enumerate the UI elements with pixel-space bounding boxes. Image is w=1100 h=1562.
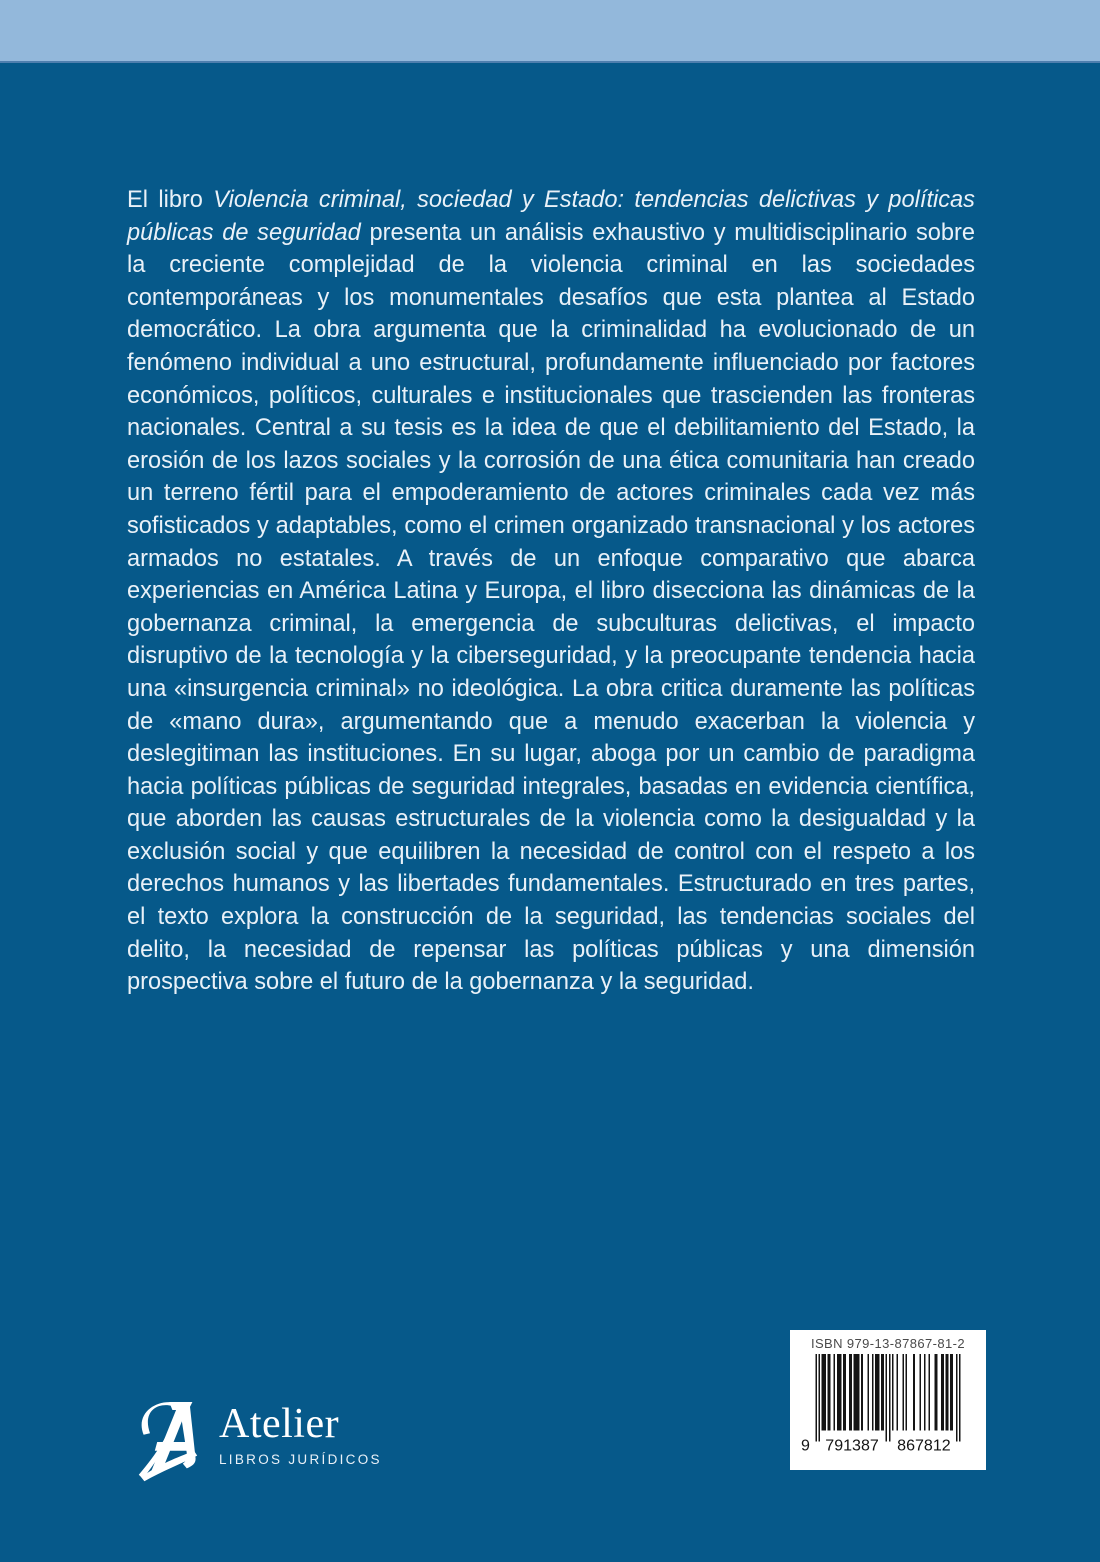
synopsis-book-title: Violencia criminal, sociedad y Estado: tendencias delictivas y políticas públicas de seguridad xyxy=(127,187,975,246)
top-band xyxy=(0,0,1100,63)
barcode-digits-left: 791387 xyxy=(825,1436,879,1452)
publisher-logo xyxy=(134,1390,382,1490)
publisher-wordmark xyxy=(219,1390,382,1467)
publisher-name: Atelier xyxy=(219,1401,340,1447)
synopsis-prefix: El libro xyxy=(127,187,214,213)
barcode-digits-right: 867812 xyxy=(897,1436,951,1452)
barcode-digit-9: 9 xyxy=(800,1436,810,1452)
publisher-tagline: LIBROS JURÍDICOS xyxy=(219,1452,382,1467)
isbn-label: ISBN 979-13-87867-81-2 xyxy=(810,1336,966,1351)
atelier-a-icon xyxy=(134,1390,206,1490)
synopsis-paragraph xyxy=(127,184,975,999)
synopsis-body: presenta un análisis exhaustivo y multidisciplinario sobre la creciente complejidad de la violencia criminal en las sociedades contemporáneas y los monumentales desafíos que esta plantea al Estado democrático. La obra argumenta que la criminalidad ha evolucionado de un fenómeno individual a uno estructural, profundamente influenciado por factores económicos, políticos, culturales e institucionales que trascienden las fronteras nacionales. Central a su tesis es la idea de que el debilitamiento del Estado, la erosión de los lazos sociales y la corrosión de una ética comunitaria han creado un terreno fértil para el empoderamiento de actores criminales cada vez más sofisticados y adaptables, como el crimen organizado transnacional y los actores armados no estatales. A través de un enfoque comparativo que abarca experiencias en América Latina y Europa, el libro disecciona las dinámicas de la gobernanza criminal, la emergencia de subculturas delictivas, el impacto disruptivo de la tecnología y la ciberseguridad, y la preocupante tendencia hacia una «insurgencia criminal» no ideológica. La obra critica duramente las políticas de «mano dura», argumentando que a menudo exacerban la violencia y deslegitiman las instituciones. En su lugar, aboga por un cambio de paradigma hacia políticas públicas de seguridad integrales, basadas en evidencia científica, que aborden las causas estructurales de la violencia como la desigualdad y la exclusión social y que equilibren la necesidad de control con el respeto a los derechos humanos y las libertades fundamentales. Estructurado en tres partes, el texto explora la construcción de la seguridad, las tendencias sociales del delito, la necesidad de repensar las políticas públicas y una dimensión prospectiva sobre el futuro de la gobernanza y la seguridad. xyxy=(127,219,975,996)
isbn-block xyxy=(790,1330,986,1470)
barcode-svg xyxy=(797,1354,979,1452)
barcode-bars xyxy=(815,1354,960,1441)
